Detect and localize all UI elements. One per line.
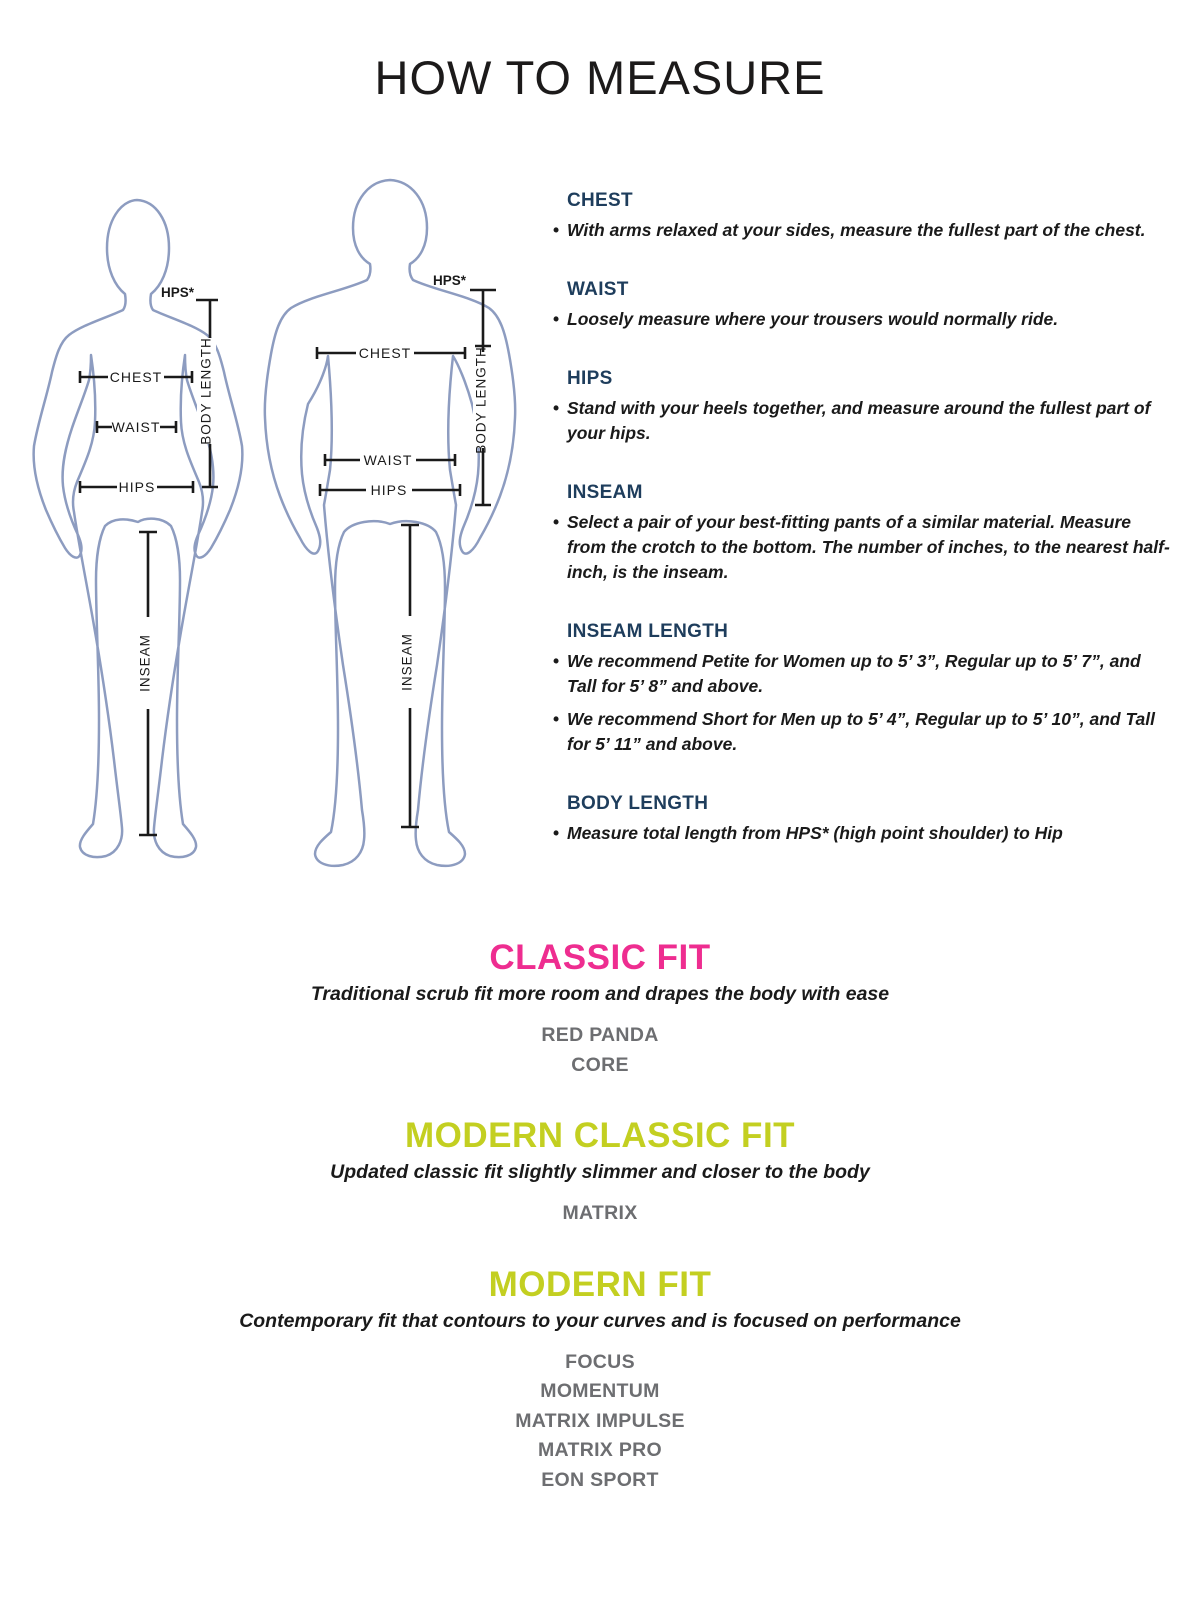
brand-item: FOCUS	[565, 1350, 635, 1373]
male-body-outline	[265, 180, 515, 866]
fit-title: MODERN FIT	[488, 1264, 712, 1304]
section-heading: BODY LENGTH	[567, 793, 709, 814]
fit-description: Updated classic fit slightly slimmer and closer to the body	[330, 1161, 870, 1183]
female-chest-label: CHEST	[109, 369, 163, 385]
brand-item: MATRIX	[562, 1202, 638, 1224]
section-heading: INSEAM	[567, 482, 643, 503]
male-inseam-label: INSEAM	[399, 633, 415, 691]
instruction-section-chest	[553, 190, 1171, 243]
brand-item: MATRIX IMPULSE	[515, 1409, 685, 1432]
label-backings	[108, 338, 492, 709]
instruction-bullet: • We recommend Petite for Women up to 5’ 3”, Regular up to 5’ 7”, and Tall for 5’ 8” and above.	[553, 649, 1171, 699]
fit-title: CLASSIC FIT	[489, 938, 711, 977]
fit-brand-list	[0, 1348, 1200, 1496]
instruction-section-inseam-length	[553, 621, 1171, 757]
section-heading: CHEST	[567, 190, 633, 211]
fit-description: Contemporary fit that contours to your curves and is focused on performance	[239, 1309, 961, 1332]
instructions-column	[553, 190, 1171, 882]
measurement-diagram	[0, 160, 540, 900]
instruction-section-inseam	[553, 482, 1171, 585]
female-inseam-label: INSEAM	[137, 634, 153, 692]
fit-title: MODERN CLASSIC FIT	[404, 1116, 796, 1155]
instruction-bullet: • Loosely measure where your trousers would normally ride.	[553, 307, 1171, 332]
male-body-length-label: BODY LENGTH	[473, 346, 489, 454]
section-heading: HIPS	[567, 368, 613, 389]
instruction-section-body-length	[553, 793, 1171, 846]
brand-item: CORE	[571, 1053, 629, 1076]
male-waist-label: WAIST	[363, 452, 413, 468]
instruction-bullet: • With arms relaxed at your sides, measure the fullest part of the chest.	[553, 218, 1171, 243]
female-waist-label: WAIST	[111, 419, 161, 435]
instruction-bullet: • Stand with your heels together, and measure around the fullest part of your hips.	[553, 396, 1171, 446]
female-hips-label: HIPS	[118, 479, 156, 495]
instruction-bullet: • Measure total length from HPS* (high point shoulder) to Hip	[553, 821, 1171, 846]
brand-item: EON SPORT	[541, 1468, 659, 1491]
section-heading: INSEAM LENGTH	[567, 621, 729, 642]
page-title: HOW TO MEASURE	[374, 51, 826, 104]
male-chest-label: CHEST	[358, 345, 412, 361]
female-body-length-label: BODY LENGTH	[198, 337, 214, 445]
brand-item: RED PANDA	[541, 1024, 659, 1046]
fit-block-classic	[0, 936, 1200, 1080]
brand-item: MATRIX PRO	[538, 1439, 662, 1461]
fit-guide	[0, 936, 1200, 1529]
fit-block-modern-classic	[0, 1114, 1200, 1229]
male-hps-label: HPS*	[432, 273, 466, 288]
female-body-outline	[34, 200, 243, 857]
brand-item: MOMENTUM	[540, 1380, 660, 1402]
fit-block-modern	[0, 1263, 1200, 1496]
section-heading: WAIST	[567, 279, 629, 300]
fit-description: Traditional scrub fit more room and drapes the body with ease	[310, 983, 890, 1005]
fit-brand-list	[0, 1199, 1200, 1229]
instruction-section-waist	[553, 279, 1171, 332]
fit-brand-list	[0, 1021, 1200, 1080]
male-hips-label: HIPS	[370, 482, 408, 498]
instruction-section-hips	[553, 368, 1171, 446]
female-hps-label: HPS*	[160, 285, 194, 300]
instruction-bullet: • We recommend Short for Men up to 5’ 4”, Regular up to 5’ 10”, and Tall for 5’ 11” and above.	[553, 707, 1171, 757]
male-measure-lines	[317, 290, 496, 827]
instruction-bullet: • Select a pair of your best-fitting pants of a similar material. Measure from the crotch to the bottom. The number of inches, to the nearest half-inch, is the inseam.	[553, 510, 1171, 585]
